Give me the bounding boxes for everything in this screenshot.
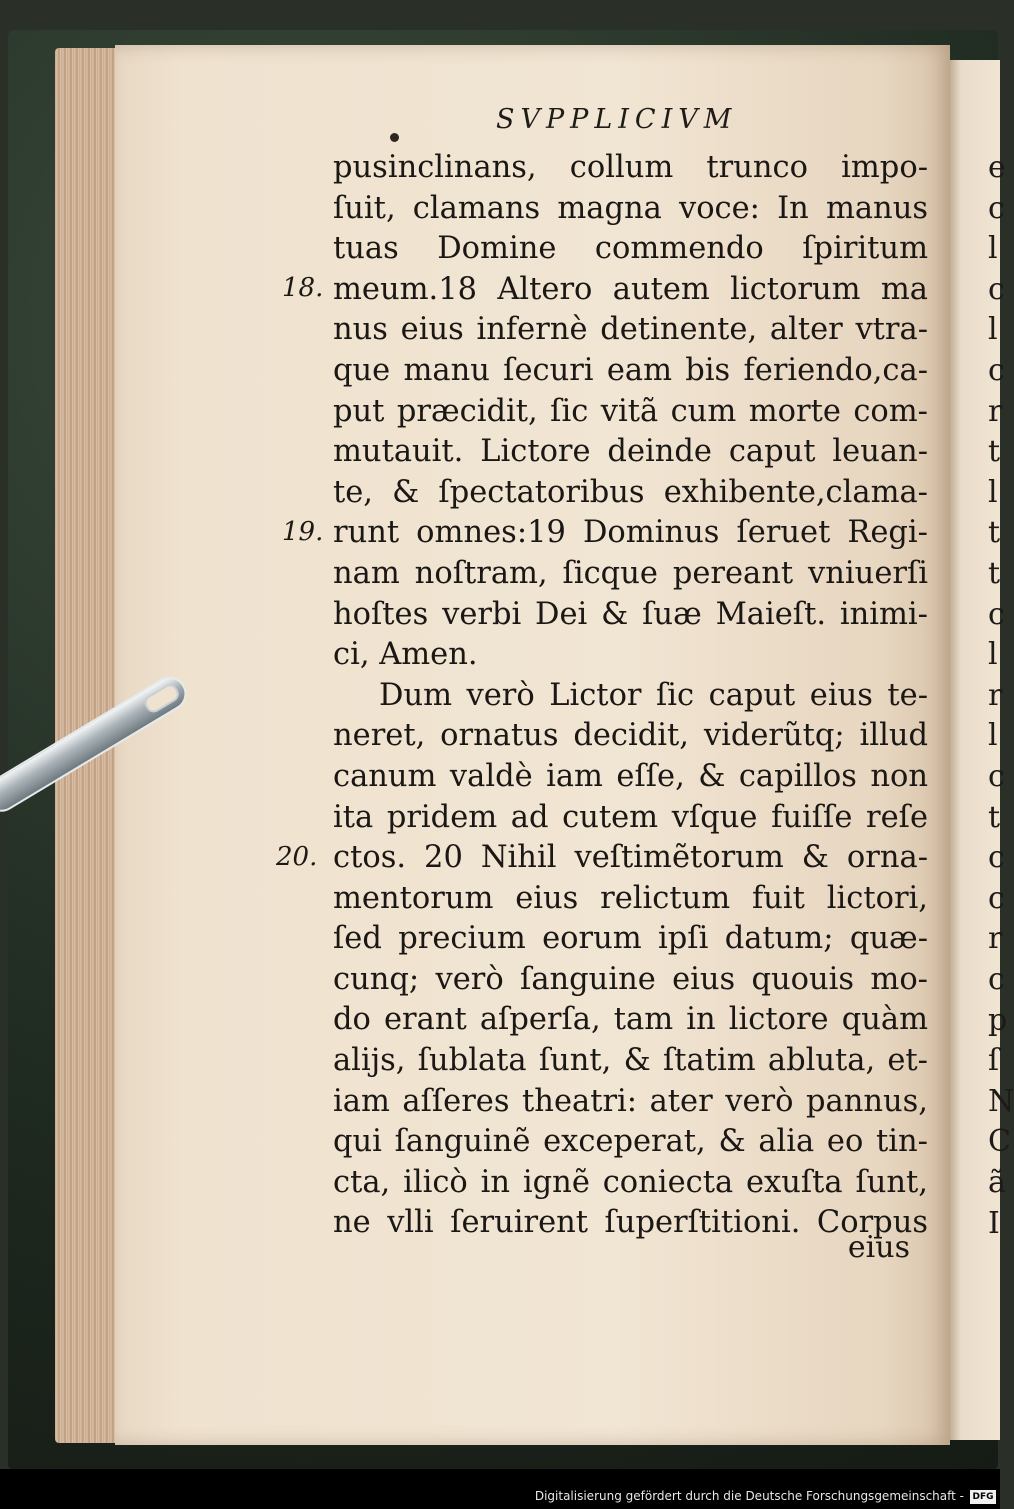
text-line: te, & ſpectatoribus exhibente,clama-	[333, 474, 928, 510]
facing-page-letter: r	[988, 677, 1003, 713]
facing-page-letter: C	[988, 1124, 1011, 1160]
marginal-note-19: 19.	[282, 517, 324, 547]
facing-page-letter: N	[988, 1083, 1014, 1119]
ink-dot	[390, 133, 399, 142]
text-line: ci, Amen.	[333, 637, 478, 673]
facing-page-letter: t	[988, 556, 1001, 591]
text-line: tuas Domine commendo ſpiritum	[333, 231, 928, 267]
running-title: SVPPLICIVM	[496, 104, 738, 135]
text-line: cunq; verò ſanguine eius quouis mo-	[333, 961, 928, 997]
facing-page-letter: l	[988, 312, 998, 348]
facing-page-letter: c	[988, 962, 1005, 997]
text-line: hoſtes verbi Dei & ſuæ Maieſt. inimi-	[333, 596, 928, 632]
text-line: ctos. 20 Nihil veſtimẽtorum & orna-	[333, 840, 928, 876]
text-line: meum.18 Altero autem lictorum ma	[333, 271, 928, 307]
text-line: alijs, ſublata ſunt, & ſtatim abluta, et-	[333, 1043, 928, 1079]
text-line: neret, ornatus decidit, viderũtq; illud	[333, 718, 928, 754]
text-line: ſed precium eorum ipſi datum; quæ-	[333, 921, 928, 957]
text-line: put præcidit, ſic vitã cum morte com-	[333, 393, 928, 429]
facing-page-letter: p	[988, 1002, 1008, 1038]
facing-page-letter: t	[988, 799, 1001, 835]
facing-page-letter: c	[988, 353, 1005, 388]
marginal-note-18: 18.	[282, 273, 324, 303]
text-line: que manu ſecuri eam bis feriendo,ca-	[333, 352, 928, 388]
text-line: do erant aſperſa, tam in lictore quàm	[333, 1002, 928, 1038]
facing-page-letter: I	[988, 1205, 1000, 1241]
text-line: nam noſtram, ſicque pereant vniuerſi	[333, 555, 928, 591]
marginal-note-20: 20.	[276, 842, 318, 872]
text-line: nus eius infernè detinente, alter vtra-	[333, 312, 928, 348]
text-line: canum valdè iam eſſe, & capillos non	[333, 758, 928, 794]
facing-page-letter: c	[988, 271, 1005, 307]
text-line: ita pridem ad cutem vſque fuiſſe reſe	[333, 799, 928, 835]
text-line: mutauit. Lictore deinde caput leuan-	[333, 434, 928, 470]
text-line: ne vlli ſeruirent ſuperſtitioni. Corpus	[333, 1205, 928, 1241]
footer-credit: Digitalisierung gefördert durch die Deutsche Forschungsgemeinschaft -	[534, 1489, 964, 1503]
page-text	[333, 148, 928, 1244]
facing-page-letter: t	[988, 515, 1001, 551]
text-line: mentorum eius relictum fuit lictori,	[333, 880, 928, 916]
text-line: qui ſanguinẽ exceperat, & alia eo tin-	[333, 1124, 928, 1160]
text-line: ſuit, clamans magna voce: In manus	[333, 190, 928, 226]
footer-bar	[0, 1469, 1000, 1509]
text-line: iam aſſeres theatri: ater verò pannus,	[333, 1083, 928, 1119]
facing-page-letter: c	[988, 880, 1005, 916]
catchword: eius	[847, 1230, 910, 1265]
dfg-logo: DFG	[970, 1490, 996, 1504]
facing-page-letter: t	[988, 434, 1001, 470]
facing-page-letter: l	[988, 637, 998, 673]
facing-page-letter: c	[988, 840, 1005, 876]
facing-page-letter: l	[988, 231, 998, 267]
facing-page-letter: r	[988, 393, 1003, 429]
facing-page-letter: c	[988, 759, 1005, 794]
text-line: pusinclinans, collum trunco impo-	[333, 150, 928, 185]
facing-page-letter: ſ	[988, 1043, 1000, 1079]
facing-page-letter: l	[988, 718, 998, 754]
facing-page-letter: c	[988, 190, 1005, 226]
facing-page-letter: c	[988, 596, 1005, 632]
text-line: cta, ilicò in ignẽ coniecta exuſta ſunt,	[333, 1164, 928, 1200]
facing-page-letter: e	[988, 150, 1006, 185]
text-line: runt omnes:19 Dominus ſeruet Regi-	[333, 515, 928, 551]
facing-page-letter: ã	[988, 1165, 1006, 1200]
facing-page-letter: r	[988, 921, 1003, 957]
text-line: Dum verò Lictor ſic caput eius te-	[379, 677, 928, 713]
facing-page-letter: l	[988, 474, 998, 510]
